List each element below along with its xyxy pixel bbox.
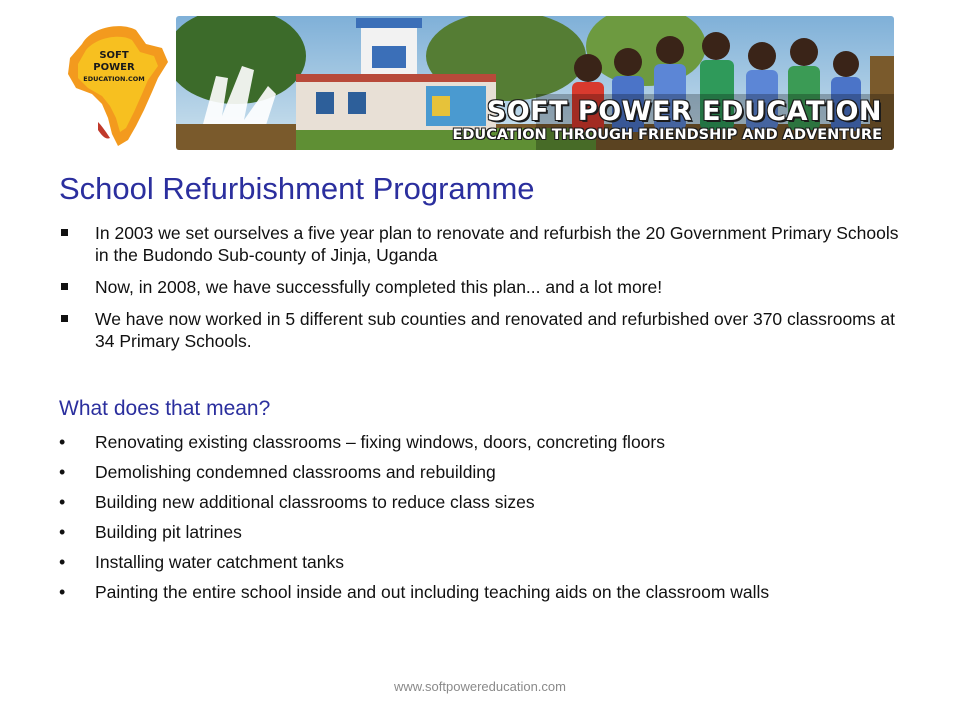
slide-title: School Refurbishment Programme [59,171,535,206]
detail-bullet: • Painting the entire school inside and out including teaching aids on the classroom walls [59,581,909,603]
brand-title: SOFT POWER EDUCATION [486,96,882,127]
summary-bullet-list [59,222,909,362]
brand-tagline: EDUCATION THROUGH FRIENDSHIP AND ADVENTURE [452,127,882,143]
detail-bullet: • Building pit latrines [59,521,909,543]
detail-bullet: • Demolishing condemned classrooms and rebuilding [59,461,909,483]
summary-bullet: In 2003 we set ourselves a five year plan to renovate and refurbish the 20 Government Primary Schools in the Budondo Sub-county of Jinja, Uganda [59,222,909,266]
section-subheading: What does that mean? [59,397,271,420]
logo-text-domain: EDUCATION.COM [83,75,145,83]
summary-bullet: Now, in 2008, we have successfully completed this plan... and a lot more! [59,276,909,298]
footer-url[interactable]: www.softpowereducation.com [394,679,566,694]
logo-text-soft: SOFT [99,50,129,61]
detail-bullet: • Building new additional classrooms to reduce class sizes [59,491,909,513]
logo-text-power: POWER [93,62,135,73]
detail-bullet-list [59,431,909,611]
summary-bullet: We have now worked in 5 different sub counties and renovated and refurbished over 370 classrooms at 34 Primary Schools. [59,308,909,352]
header-banner [62,14,894,152]
banner-photo [176,16,894,150]
africa-logo-icon [62,14,174,152]
detail-bullet: • Renovating existing classrooms – fixing windows, doors, concreting floors [59,431,909,453]
detail-bullet: • Installing water catchment tanks [59,551,909,573]
